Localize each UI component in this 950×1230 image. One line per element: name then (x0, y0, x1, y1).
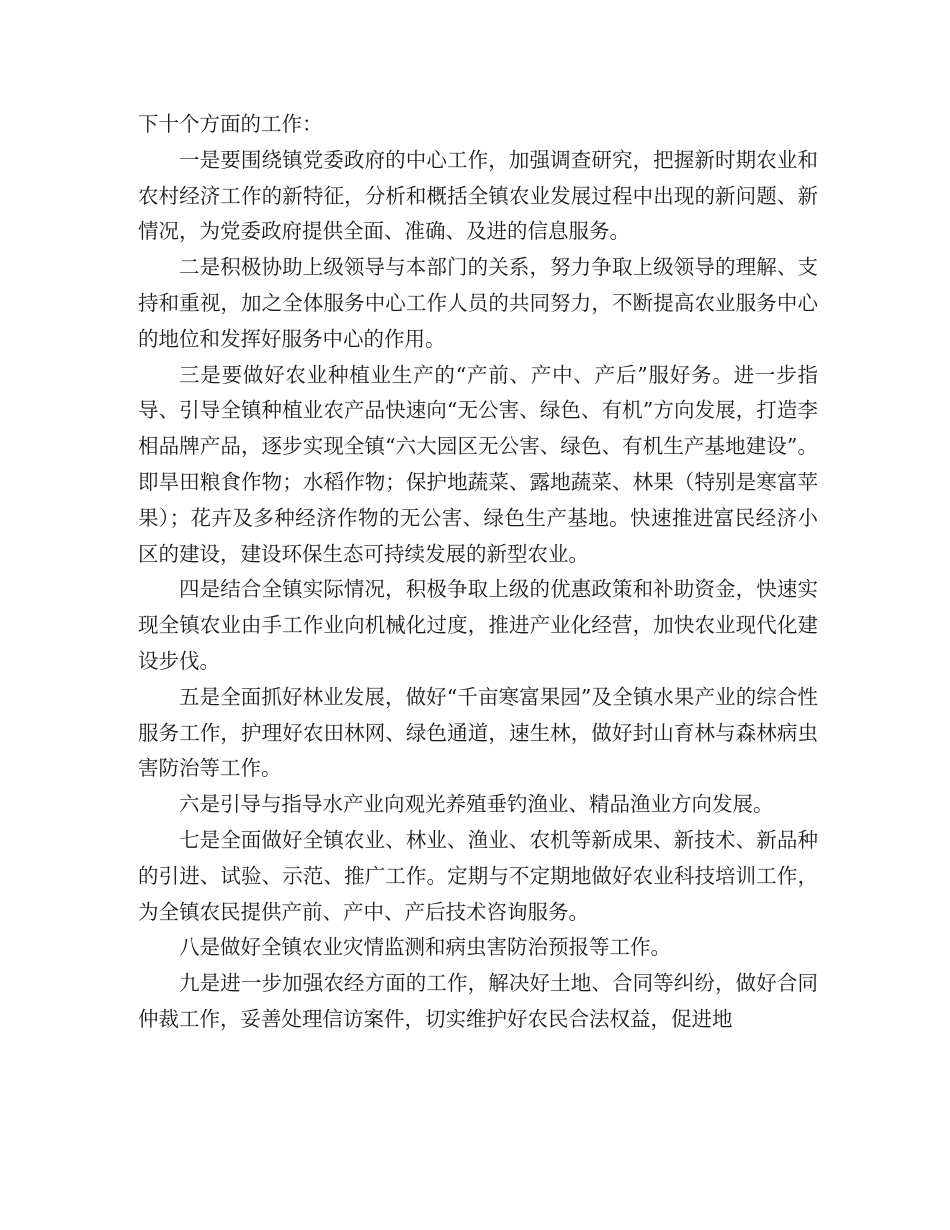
paragraph-intro-line: 下十个方面的工作： (138, 112, 323, 136)
paragraph-item-2: 二是积极协助上级领导与本部门的关系，努力争取上级领导的理解、支持和重视，加之全体服务中心工作人员的共同努力，不断提高农业服务中心的地位和发挥好服务中心的作用。 (138, 255, 818, 351)
paragraph-item-7: 七是全面做好全镇农业、林业、渔业、农机等新成果、新技术、新品种的引进、试验、示范、推广工作。定期与不定期地做好农业科技培训工作，为全镇农民提供产前、产中、产后技术咨询服务。 (138, 827, 818, 924)
paragraph-item-3: 三是要做好农业种植业生产的“产前、产中、产后”服好务。进一步指导、引导全镇种植业农产品快速向“无公害、绿色、有机”方向发展，打造李相品牌产品，逐步实现全镇“六大园区无公害、绿色、有机生产基地建设”。即旱田粮食作物；水稻作物；保护地蔬菜、露地蔬菜、林果（特别是寒富苹果）；花卉及多种经济作物的无公害、绿色生产基地。快速推进富民经济小区的建设，建设环保生态可持续发展的新型农业。 (138, 362, 818, 566)
paragraph-item-5: 五是全面抓好林业发展，做好“千亩寒富果园”及全镇水果产业的综合性服务工作，护理好农田林网、绿色通道，速生林，做好封山育林与森林病虫害防治等工作。 (138, 684, 818, 781)
document-body (138, 107, 818, 1038)
paragraph-item-6: 六是引导与指导水产业向观光养殖垂钓渔业、精品渔业方向发展。 (179, 792, 774, 817)
paragraph-item-1: 一是要围绕镇党委政府的中心工作，加强调查研究，把握新时期农业和农村经济工作的新特征，分析和概括全镇农业发展过程中出现的新问题、新情况，为党委政府提供全面、准确、及进的信息服务。 (138, 147, 818, 244)
paragraph-item-4: 四是结合全镇实际情况，积极争取上级的优惠政策和补助资金，快速实现全镇农业由手工作业向机械化过度，推进产业化经营，加快农业现代化建设步伐。 (138, 577, 818, 673)
paragraph-item-9: 九是进一步加强农经方面的工作，解决好土地、合同等纠纷，做好合同仲裁工作，妥善处理信访案件，切实维护好农民合法权益，促进地 (138, 971, 818, 1031)
paragraph-item-8: 八是做好全镇农业灾情监测和病虫害防治预报等工作。 (179, 935, 671, 960)
